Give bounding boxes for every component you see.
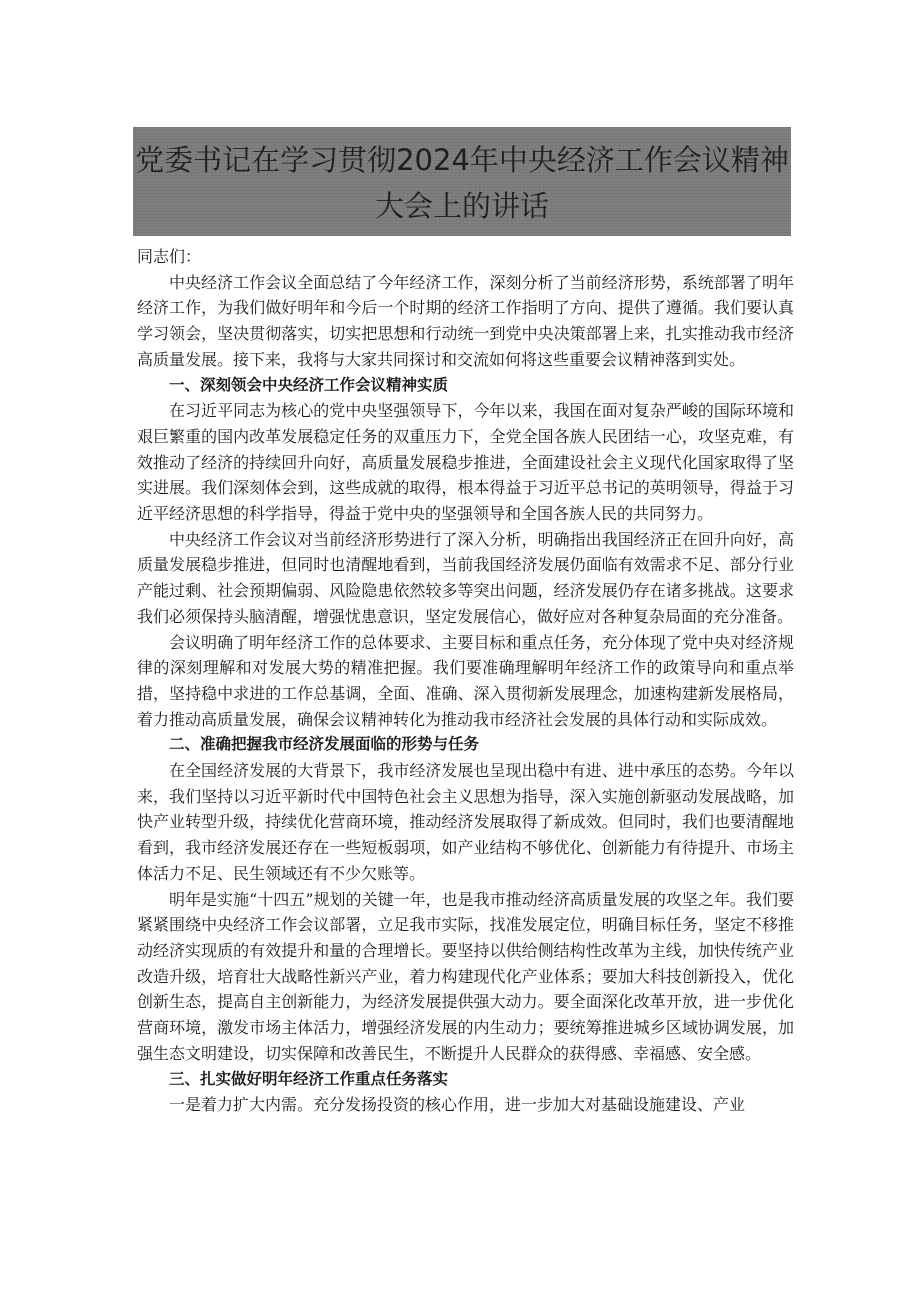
section-1-paragraph-2: 中央经济工作会议对当前经济形势进行了深入分析，明确指出我国经济正在回升向好，高质量发展稳步推进，但同时也清醒地看到，当前我国经济发展仍面临有效需求不足、部分行业产能过剩、社会预期偏弱、风险隐患依然较多等突出问题，经济发展仍存在诸多挑战。这要求我们必须保持头脑清醒，增强忧患意识，坚定发展信心，做好应对各种复杂局面的充分准备。 bbox=[137, 529, 794, 626]
section-1-paragraph-1: 在习近平同志为核心的党中央坚强领导下，今年以来，我国在面对复杂严峻的国际环境和艰巨繁重的国内改革发展稳定任务的双重压力下，全党全国各族人民团结一心，攻坚克难，有效推动了经济的持续回升向好，高质量发展稳步推进，全面建设社会主义现代化国家取得了坚实进展。我们深刻体会到，这些成就的取得，根本得益于习近平总书记的英明领导，得益于习近平经济思想的科学指导，得益于党中央的坚强领导和全国各族人民的共同努力。 bbox=[137, 401, 794, 524]
intro-paragraph: 中央经济工作会议全面总结了今年经济工作，深刻分析了当前经济形势，系统部署了明年经济工作，为我们做好明年和今后一个时期的经济工作指明了方向、提供了遵循。我们要认真学习领会，坚决贯彻落实，切实把思想和行动统一到党中央决策部署上来，扎实推动我市经济高质量发展。接下来，我将与大家共同探讨和交流如何将这些重要会议精神落到实处。 bbox=[137, 272, 794, 369]
section-3-paragraph-1: 一是着力扩大内需。充分发扬投资的核心作用，进一步加大对基础设施建设、产业 bbox=[169, 1095, 746, 1115]
title-banner bbox=[133, 127, 791, 236]
section-2-paragraph-1: 在全国经济发展的大背景下，我市经济发展也呈现出稳中有进、进中承压的态势。今年以来，我们坚持以习近平新时代中国特色社会主义思想为指导，深入实施创新驱动发展战略，加快产业转型升级，持续优化营商环境，推动经济发展取得了新成效。但同时，我们也要清醒地看到，我市经济发展还存在一些短板弱项，如产业结构不够优化、创新能力有待提升、市场主体活力不足、民生领域还有不少欠账等。 bbox=[137, 761, 794, 883]
section-2-paragraph-2: 明年是实施“十四五”规划的关键一年，也是我市推动经济高质量发展的攻坚之年。我们要紧紧围绕中央经济工作会议部署，立足我市实际，找准发展定位，明确目标任务，坚定不移推动经济实现质的有效提升和量的合理增长。要坚持以供给侧结构性改革为主线，加快传统产业改造升级，培育壮大战略性新兴产业，着力构建现代化产业体系；要加大科技创新投入，优化创新生态，提高自主创新能力，为经济发展提供强大动力。要全面深化改革开放，进一步优化营商环境，激发市场主体活力，增强经济发展的内生动力；要统筹推进城乡区域协调发展，加强生态文明建设，切实保障和改善民生，不断提升人民群众的获得感、幸福感、安全感。 bbox=[137, 889, 794, 1063]
document-title-line-1: 党委书记在学习贯彻2024年中央经济工作会议精神 bbox=[135, 143, 789, 177]
section-2-heading: 二、准确把握我市经济发展面临的形势与任务 bbox=[169, 735, 480, 754]
document-title-line-2: 大会上的讲话 bbox=[374, 189, 549, 223]
section-1-paragraph-3: 会议明确了明年经济工作的总体要求、主要目标和重点任务，充分体现了党中央对经济规律的深刻理解和对发展大势的精准把握。我们要准确理解明年经济工作的政策导向和重点举措，坚持稳中求进的工作总基调，全面、准确、深入贯彻新发展理念，加速构建新发展格局，着力推动高质量发展，确保会议精神转化为推动我市经济社会发展的具体行动和实际成效。 bbox=[137, 632, 794, 729]
section-1-heading: 一、深刻领会中央经济工作会议精神实质 bbox=[169, 375, 449, 394]
document-body bbox=[137, 244, 794, 1118]
section-3-heading: 三、扎实做好明年经济工作重点任务落实 bbox=[169, 1069, 449, 1088]
salutation: 同志们： bbox=[137, 247, 202, 266]
